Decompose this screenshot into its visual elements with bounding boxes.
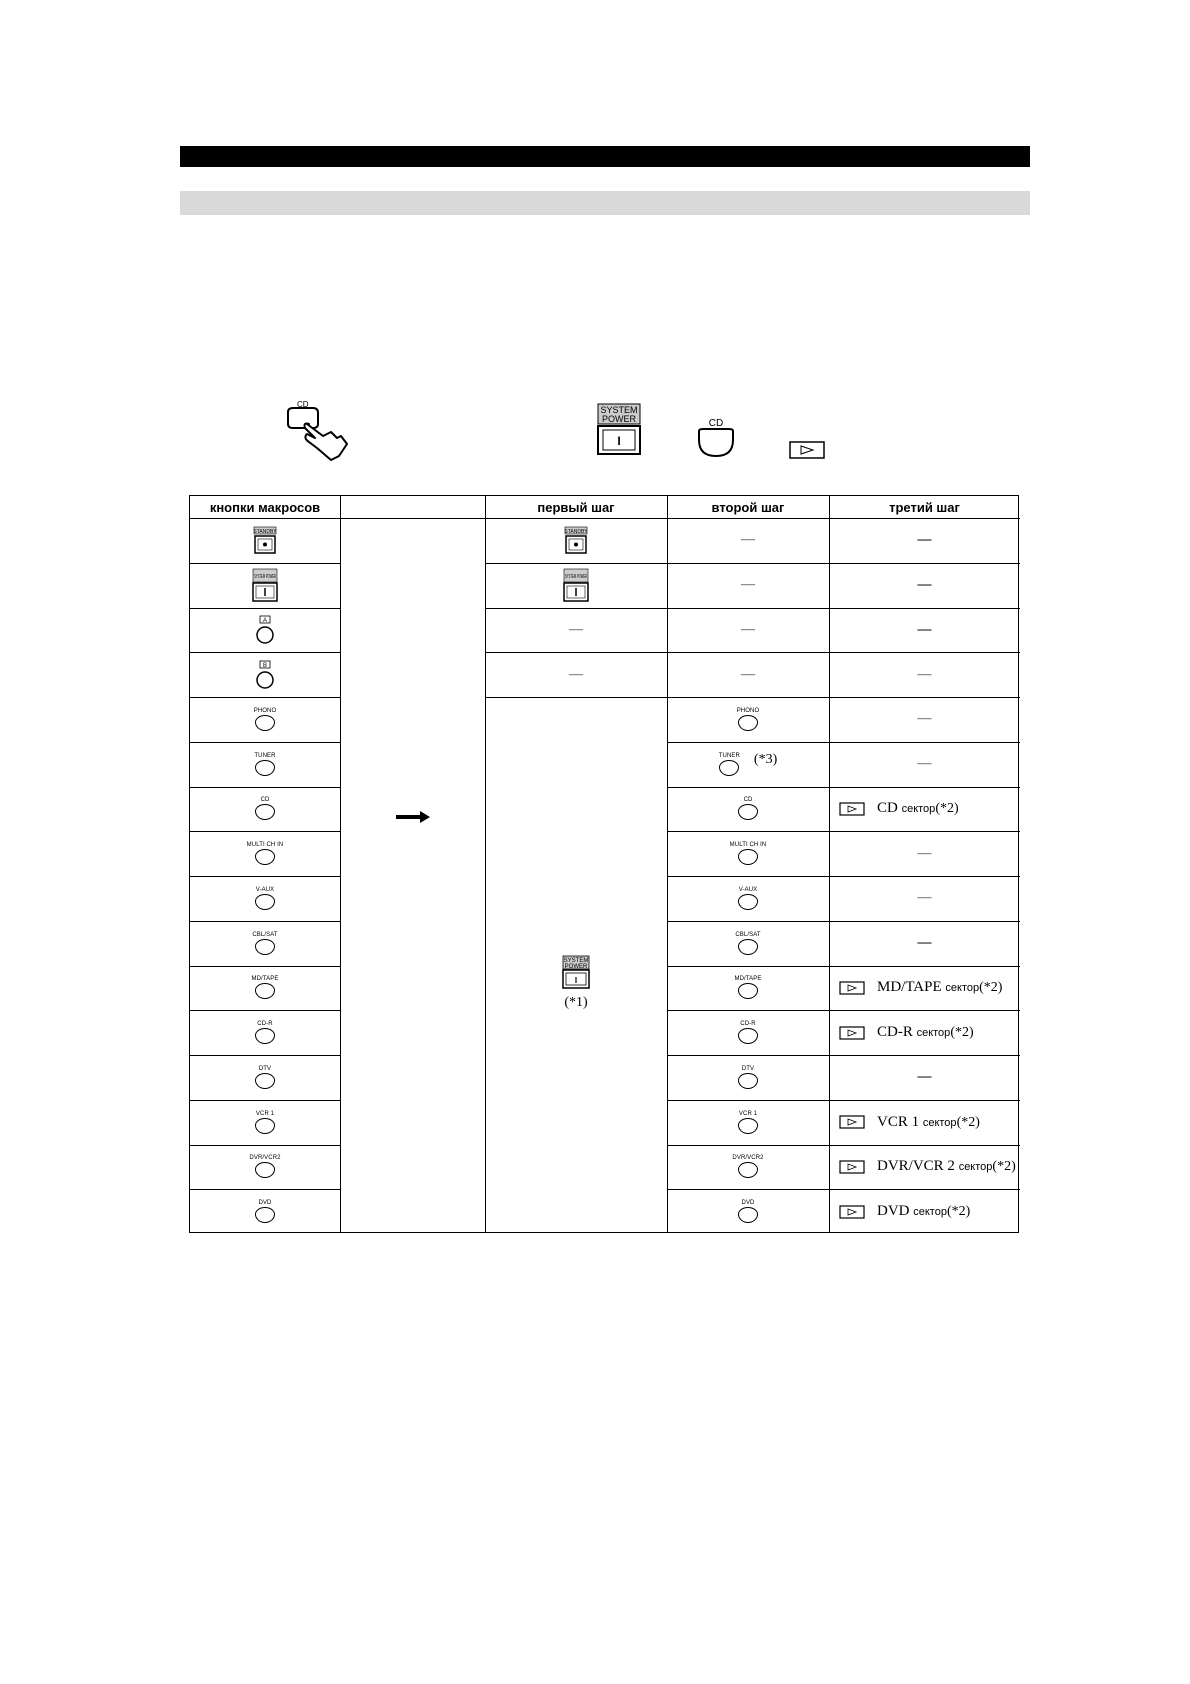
step3-sector-label: сектор [958, 1161, 993, 1174]
step3-cell-md-tape [829, 966, 1020, 1011]
step2-cell-system-power [667, 563, 829, 608]
macro-v-aux-button-icon [255, 887, 275, 910]
step1-standby-button-icon [564, 526, 588, 554]
system-power-button-icon [597, 403, 641, 460]
system-power-icon [562, 955, 590, 989]
step3-note-ref: (*2) [935, 801, 959, 817]
macro-cell-dvd [190, 1189, 340, 1234]
step2-cd-r-button-label: CD-R [740, 1021, 756, 1028]
hand-button-label: CD [297, 400, 309, 409]
macro-cell-b [190, 652, 340, 697]
step3-cell-cd-r [829, 1010, 1020, 1055]
dash-placeholder: — [569, 666, 583, 682]
step3-text [877, 1114, 980, 1131]
step2-cd-r-button-icon [738, 1021, 758, 1044]
step3-cell-phono [829, 697, 1020, 742]
macro-system-power-button-label: SYSTEM POWER [254, 574, 277, 581]
step2-multi-ch-in-button-icon [730, 842, 767, 865]
step2-cell-cbl-sat [667, 921, 829, 966]
step2-cell-b [667, 652, 829, 697]
dash-placeholder: — [917, 935, 932, 951]
macro-b-button-icon [254, 660, 276, 690]
step3-cell-standby [829, 518, 1020, 563]
step2-cell-cd-r [667, 1010, 829, 1055]
step3-text [877, 1158, 1016, 1175]
step1-standby-button-label: STANDBY [564, 529, 588, 536]
dash-placeholder: — [569, 621, 583, 637]
play-icon [839, 1115, 865, 1129]
step2-vcr-1-button-icon [738, 1111, 758, 1134]
macro-dtv-button-label: DTV [258, 1065, 272, 1072]
step1-note: (*1) [564, 995, 588, 1010]
macro-vcr-1-button-label: VCR 1 [255, 1110, 275, 1117]
step1-cell-b [485, 652, 667, 697]
macro-table [189, 495, 1019, 1233]
step2-dtv-button-icon [738, 1066, 758, 1089]
step3-source: CD [877, 800, 898, 817]
step1-merged-system-power [485, 933, 667, 1033]
table-row-divider [485, 697, 667, 698]
step3-cell-tuner [829, 742, 1020, 787]
step3-cell-vcr-1 [829, 1100, 1020, 1145]
step2-cell-vcr-1 [667, 1100, 829, 1145]
macro-tuner-button-icon [254, 753, 275, 776]
system-power-symbol: I [617, 434, 621, 448]
step3-cell-dtv [829, 1055, 1020, 1100]
macro-standby-button-label: STANDBY [253, 529, 277, 536]
arrow-icon [340, 796, 485, 838]
dash-placeholder: — [741, 577, 755, 593]
step3-sector-label: сектор [916, 1027, 951, 1040]
step3-note-ref: (*2) [946, 1204, 971, 1220]
header-macro-buttons: кнопки макросов [209, 499, 321, 515]
step2-multi-ch-in-button-label: MULTI CH IN [729, 842, 767, 849]
step2-cell-phono [667, 697, 829, 742]
hand-press-cd-icon [285, 398, 355, 460]
step3-source: DVR/VCR 2 [877, 1158, 955, 1175]
play-icon [839, 981, 865, 995]
step2-phono-button-icon [737, 708, 760, 731]
dash-placeholder: — [917, 711, 932, 727]
macro-standby-button-icon [253, 526, 277, 554]
merged-symbol: I [574, 976, 578, 985]
dash-placeholder: — [917, 756, 932, 772]
macro-a-button-label: A [262, 617, 268, 624]
step3-cell-v-aux [829, 876, 1020, 921]
step3-source: CD-R [877, 1024, 913, 1041]
macro-cell-dvr-vcr2 [190, 1145, 340, 1190]
step3-cell-cd [829, 787, 1020, 832]
step2-cbl-sat-button-icon [735, 932, 760, 955]
step3-source: DVD [877, 1203, 910, 1220]
macro-dvr-vcr2-button-label: DVR/VCR2 [249, 1155, 281, 1162]
step2-cell-tuner [667, 742, 829, 787]
macro-multi-ch-in-button-label: MULTI CH IN [246, 842, 284, 849]
step2-cell-standby [667, 518, 829, 563]
merged-line1: SYSTEM [563, 958, 589, 964]
macro-cd-button-icon [255, 797, 275, 820]
step2-dvr-vcr2-button-label: DVR/VCR2 [732, 1155, 764, 1162]
macro-cell-a [190, 608, 340, 653]
macro-cell-md-tape [190, 966, 340, 1011]
step2-cd-button-icon [738, 797, 758, 820]
macro-v-aux-button-label: V-AUX [255, 886, 275, 893]
macro-system-power-button-icon [252, 568, 278, 602]
step3-cell-system-power [829, 563, 1020, 608]
dash-placeholder: — [741, 621, 755, 637]
macro-cell-system-power [190, 563, 340, 608]
dash-placeholder: — [917, 577, 932, 593]
header-step2: второй шаг [711, 499, 785, 515]
play-icon [839, 802, 865, 816]
step2-cell-dvd [667, 1189, 829, 1234]
step2-cd-button-label: CD [743, 797, 753, 804]
system-power-line1: SYSTEM [600, 405, 638, 415]
step3-source: MD/TAPE [877, 979, 942, 996]
step1-cell-standby [485, 518, 667, 563]
macro-cd-r-button-icon [255, 1021, 275, 1044]
macro-cell-cd-r [190, 1010, 340, 1055]
macro-phono-button-icon [254, 708, 277, 731]
intro-illustration [0, 0, 1190, 480]
step3-sector-label: сектор [922, 1116, 957, 1129]
play-icon [839, 1205, 865, 1219]
macro-b-button-label: B [262, 662, 268, 669]
step3-cell-dvr-vcr2 [829, 1145, 1020, 1190]
macro-cell-cd [190, 787, 340, 832]
step2-cell-cd [667, 787, 829, 832]
dash-placeholder: — [917, 1069, 932, 1085]
step2-tuner-button-icon [719, 753, 740, 776]
step2-v-aux-button-label: V-AUX [738, 886, 758, 893]
step2-md-tape-button-label: MD/TAPE [734, 976, 762, 983]
step3-sector-label: сектор [913, 1206, 947, 1219]
step1-cell-a [485, 608, 667, 653]
cd-button-label: CD [708, 418, 724, 429]
step2-phono-button-label: PHONO [736, 707, 760, 714]
dash-placeholder: — [917, 845, 932, 861]
step3-cell-dvd [829, 1189, 1020, 1234]
step2-dvd-button-label: DVD [741, 1200, 755, 1207]
macro-dvd-button-icon [255, 1200, 275, 1223]
macro-phono-button-label: PHONO [253, 707, 277, 714]
step3-note-ref: (*2) [950, 1025, 974, 1041]
macro-dvr-vcr2-button-icon [249, 1155, 280, 1178]
macro-cell-dtv [190, 1055, 340, 1100]
step3-note-ref: (*2) [956, 1114, 980, 1130]
step1-system-power-button-label: SYSTEM POWER [565, 574, 588, 581]
step2-dtv-button-label: DTV [741, 1065, 755, 1072]
step3-cell-a [829, 608, 1020, 653]
dash-placeholder: — [917, 532, 932, 548]
cd-button-icon [697, 418, 735, 463]
table-column-divider [340, 496, 341, 1232]
macro-cell-multi-ch-in [190, 831, 340, 876]
step2-vcr-1-button-label: VCR 1 [738, 1110, 758, 1117]
macro-dtv-button-icon [255, 1066, 275, 1089]
macro-vcr-1-button-icon [255, 1111, 275, 1134]
step3-note-ref: (*2) [992, 1159, 1016, 1175]
step2-v-aux-button-icon [738, 887, 758, 910]
step3-cell-b [829, 652, 1020, 697]
step1-cell-system-power [485, 563, 667, 608]
step2-note: (*3) [753, 752, 778, 768]
step3-text [877, 800, 959, 817]
header-step1: первый шаг [537, 499, 615, 515]
step3-sector-label: сектор [945, 982, 980, 995]
play-icon [839, 1160, 865, 1174]
macro-a-button-icon [254, 615, 276, 645]
dash-placeholder: — [917, 890, 932, 906]
step3-text [877, 1024, 974, 1041]
macro-cell-tuner [190, 742, 340, 787]
macro-cell-phono [190, 697, 340, 742]
macro-tuner-button-label: TUNER [254, 752, 276, 759]
macro-cell-standby [190, 518, 340, 563]
step3-text [877, 979, 1002, 996]
macro-cbl-sat-button-icon [252, 932, 277, 955]
step2-dvd-button-icon [738, 1200, 758, 1223]
macro-cd-button-label: CD [260, 797, 270, 804]
step2-cell-md-tape [667, 966, 829, 1011]
dash-placeholder: — [741, 666, 755, 682]
step2-dvr-vcr2-button-icon [732, 1155, 763, 1178]
macro-multi-ch-in-button-icon [247, 842, 284, 865]
step3-sector-label: сектор [901, 803, 936, 816]
dash-placeholder: — [741, 532, 755, 548]
step3-cell-multi-ch-in [829, 831, 1020, 876]
dash-placeholder: — [917, 621, 932, 637]
macro-md-tape-button-label: MD/TAPE [251, 976, 279, 983]
step3-cell-cbl-sat [829, 921, 1020, 966]
macro-dvd-button-label: DVD [258, 1200, 272, 1207]
macro-cbl-sat-button-label: CBL/SAT [252, 931, 278, 938]
step2-md-tape-button-icon [735, 976, 762, 999]
system-power-line2: POWER [601, 414, 637, 424]
dash-placeholder: — [917, 666, 932, 682]
step2-cell-dvr-vcr2 [667, 1145, 829, 1190]
step2-cell-v-aux [667, 876, 829, 921]
macro-cd-r-button-label: CD-R [257, 1021, 273, 1028]
play-button-icon [789, 441, 825, 459]
play-icon [839, 1026, 865, 1040]
header-step3: третий шаг [889, 499, 960, 515]
step2-cell-multi-ch-in [667, 831, 829, 876]
step2-cell-dtv [667, 1055, 829, 1100]
macro-md-tape-button-icon [252, 976, 279, 999]
macro-cell-v-aux [190, 876, 340, 921]
step2-cbl-sat-button-label: CBL/SAT [735, 931, 761, 938]
step2-cell-a [667, 608, 829, 653]
macro-cell-cbl-sat [190, 921, 340, 966]
step1-system-power-button-icon [563, 568, 589, 602]
step3-text [877, 1203, 970, 1220]
step3-source: VCR 1 [877, 1113, 920, 1130]
step2-tuner-button-label: TUNER [718, 752, 740, 759]
merged-line2: POWER [564, 964, 588, 970]
step3-note-ref: (*2) [979, 980, 1003, 996]
macro-cell-vcr-1 [190, 1100, 340, 1145]
